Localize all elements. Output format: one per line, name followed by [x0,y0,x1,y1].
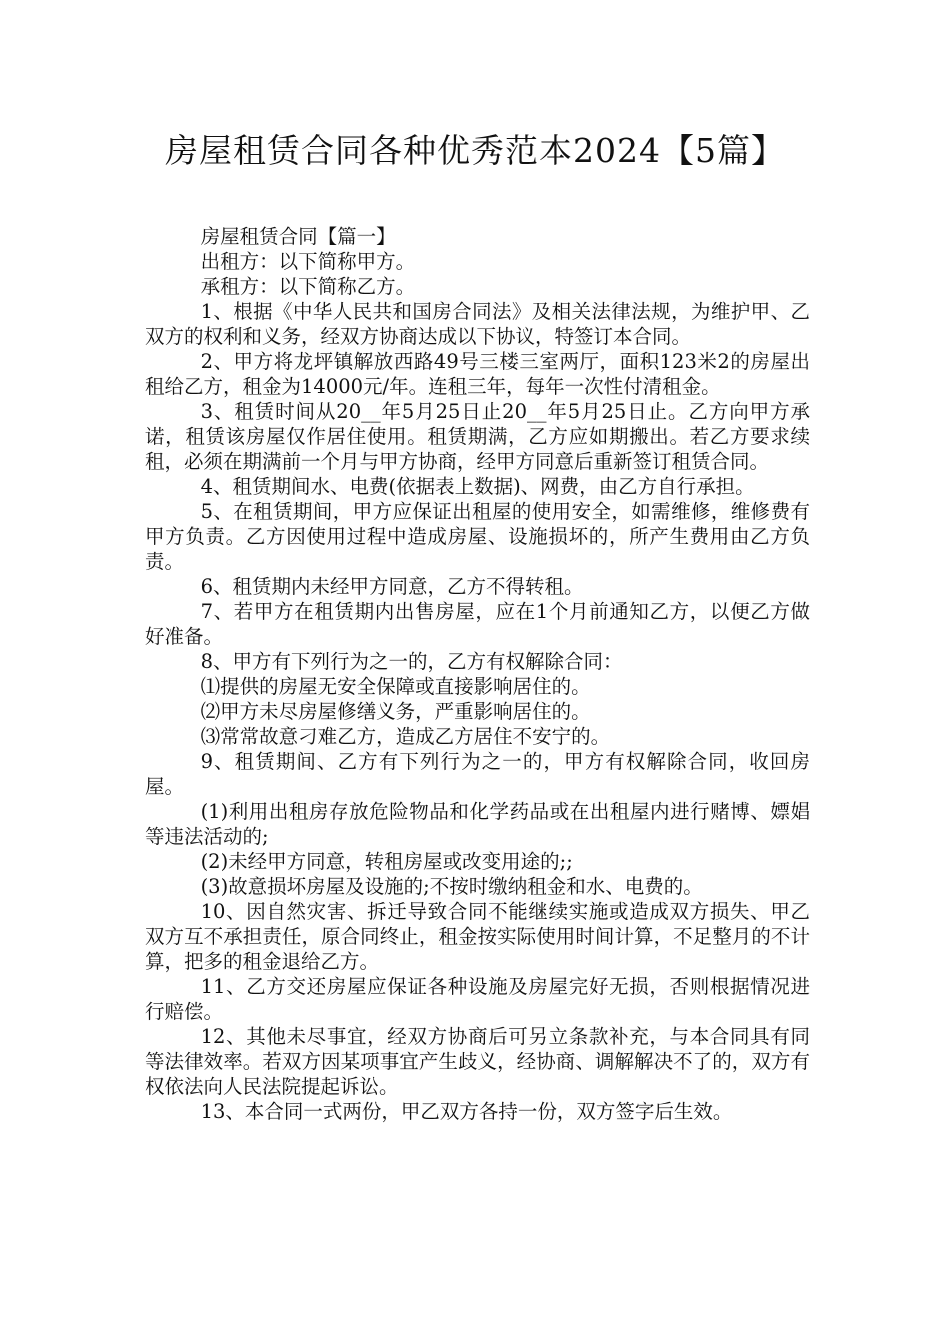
clause-10: 10、因自然灾害、拆迁导致合同不能继续实施或造成双方损失、甲乙双方互不承担责任，原合同终止，租金按实际使用时间计算，不足整月的不计算，把多的租金退给乙方。 [145,900,810,973]
lessor-line: 出租方：以下简称甲方。 [200,250,416,273]
clause-8-item-3: ⑶常常故意刁难乙方，造成乙方居住不安宁的。 [200,725,611,748]
clause-9-item-2: (2)未经甲方同意，转租房屋或改变用途的;; [200,850,573,873]
section-heading: 房屋租赁合同【篇一】 [200,225,396,248]
clause-8-item-1: ⑴提供的房屋无安全保障或直接影响居住的。 [200,675,591,698]
clause-7: 7、若甲方在租赁期内出售房屋，应在1个月前通知乙方，以便乙方做好准备。 [145,600,810,648]
clause-9-item-3: (3)故意损坏房屋及设施的;不按时缴纳租金和水、电费的。 [200,875,703,898]
clause-9: 9、租赁期间、乙方有下列行为之一的，甲方有权解除合同，收回房屋。 [145,750,810,798]
document-title: 房屋租赁合同各种优秀范本2024【5篇】 [165,131,785,170]
clause-2: 2、甲方将龙坪镇解放西路49号三楼三室两厅，面积123米2的房屋出租给乙方，租金为14000元/年。连租三年，每年一次性付清租金。 [145,350,810,398]
lessee-line: 承租方：以下简称乙方。 [200,275,416,298]
document-body [145,224,810,1124]
clause-8-item-2: ⑵甲方未尽房屋修缮义务，严重影响居住的。 [200,700,591,723]
clause-11: 11、乙方交还房屋应保证各种设施及房屋完好无损，否则根据情况进行赔偿。 [145,975,810,1023]
clause-6: 6、租赁期内未经甲方同意，乙方不得转租。 [200,575,584,598]
clause-9-item-1: (1)利用出租房存放危险物品和化学药品或在出租屋内进行赌博、嫖娼等违法活动的; [145,800,810,848]
clause-5: 5、在租赁期间，甲方应保证出租屋的使用安全，如需维修，维修费有甲方负责。乙方因使用过程中造成房屋、设施损坏的，所产生费用由乙方负责。 [145,500,810,573]
clause-12: 12、其他未尽事宜，经双方协商后可另立条款补充，与本合同具有同等法律效率。若双方因某项事宜产生歧义，经协商、调解解决不了的，双方有权依法向人民法院提起诉讼。 [145,1025,810,1098]
clause-13: 13、本合同一式两份，甲乙双方各持一份，双方签字后生效。 [200,1100,733,1123]
clause-4: 4、租赁期间水、电费(依据表上数据)、网费，由乙方自行承担。 [200,475,755,498]
clause-3: 3、租赁时间从20__年5月25日止20__年5月25日止。乙方向甲方承诺，租赁该房屋仅作居住使用。租赁期满，乙方应如期搬出。若乙方要求续租，必须在期满前一个月与甲方协商，经甲方同意后重新签订租赁合同。 [145,400,810,473]
clause-1: 1、根据《中华人民共和国房合同法》及相关法律法规，为维护甲、乙双方的权利和义务，经双方协商达成以下协议，特签订本合同。 [145,300,810,348]
clause-8: 8、甲方有下列行为之一的，乙方有权解除合同： [200,650,623,673]
